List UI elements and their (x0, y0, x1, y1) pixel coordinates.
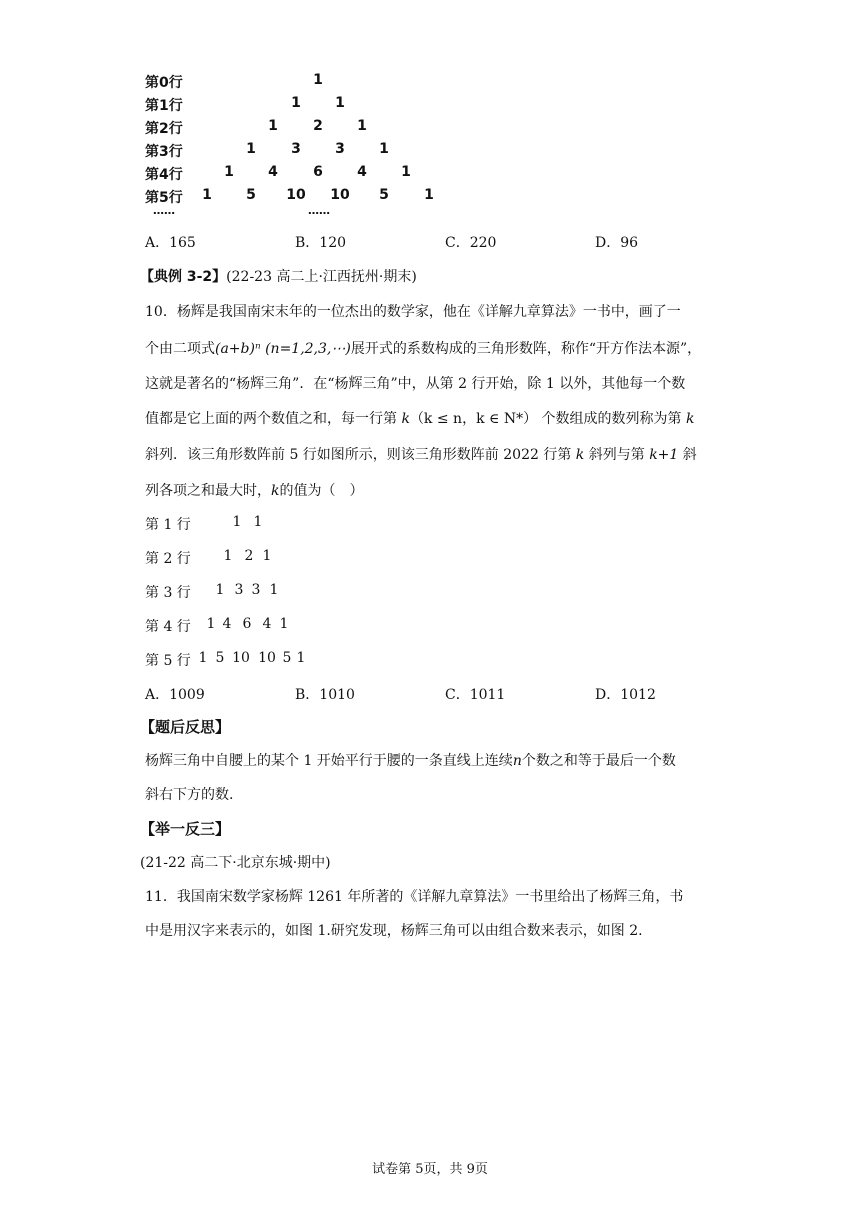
triangle-number: 1 (291, 95, 301, 111)
triangle-number: 1 (424, 187, 434, 203)
ellipsis: …… (153, 204, 175, 217)
triangle-number: 3 (291, 141, 301, 157)
row-label: 第 3 行 (145, 585, 191, 601)
row-label: 第3行 (145, 144, 183, 160)
triangle-number: 5 (379, 187, 389, 203)
row-label: 第 2 行 (145, 551, 191, 567)
triangle-number: 10 (258, 650, 276, 666)
row-label: 第5行 (145, 190, 183, 206)
option-b: B．120 (295, 235, 347, 251)
yanghui-triangle-figure (0, 0, 860, 220)
triangle-number: 1 (202, 187, 212, 203)
option-a: A．165 (145, 235, 196, 251)
practice-source: (21-22 高二下·北京东城·期中) (140, 855, 331, 871)
triangle-number: 6 (242, 616, 252, 632)
q10-text: 列各项之和最大时， (145, 483, 271, 499)
triangle-number: 1 (223, 548, 233, 564)
triangle-number: 5 (282, 650, 292, 666)
reflection-title: 【题后反思】 (140, 718, 231, 736)
triangle-number: 4 (222, 616, 232, 632)
row-label: 第0行 (145, 75, 183, 91)
math-k-plus-1: k+1 (649, 447, 679, 463)
triangle-row (145, 514, 263, 534)
q10-line: 这就是著名的“杨辉三角”．在“杨辉三角”中，从第 2 行开始，除 1 以外，其他每一个数 (145, 376, 686, 392)
triangle-number: 1 (268, 118, 278, 134)
triangle-number: 1 (224, 164, 234, 180)
row-label: 第 4 行 (145, 619, 191, 635)
q10-text: 斜 (682, 447, 697, 463)
reflection-text: 杨辉三角中自腰上的某个 1 开始平行于腰的一条直线上连续 (145, 753, 513, 769)
example-source: (22-23 高二上·江西抚州·期末) (226, 269, 417, 285)
q10-line (145, 444, 697, 464)
ellipsis: …… (308, 204, 330, 217)
q10-text: 的值为（ ） (279, 483, 364, 499)
triangle-number: 1 (215, 582, 225, 598)
triangle-number: 4 (268, 164, 278, 180)
triangle-number: 1 (296, 650, 306, 666)
triangle-number: 1 (246, 141, 256, 157)
triangle-number: 1 (335, 95, 345, 111)
row-label: 第 1 行 (145, 517, 191, 533)
row-label: 第 5 行 (145, 653, 191, 669)
triangle-number: 3 (234, 582, 244, 598)
triangle-number: 1 (269, 582, 279, 598)
triangle-number: 4 (262, 616, 272, 632)
option-a: A．1009 (145, 687, 205, 703)
triangle-number: 2 (244, 548, 254, 564)
option-b: B．1010 (295, 687, 355, 703)
triangle-number: 1 (262, 548, 272, 564)
triangle-row (145, 548, 272, 568)
triangle-number: 2 (313, 118, 323, 134)
triangle-number: 5 (246, 187, 256, 203)
triangle-number: 10 (286, 187, 306, 203)
q10-line (145, 480, 363, 500)
math-n: n (512, 753, 522, 769)
q10-line: 10．杨辉是我国南宋末年的一位杰出的数学家，他在《详解九章算法》一书中，画了一 (145, 304, 681, 320)
q11-line: 11．我国南宋数学家杨辉 1261 年所著的《详解九章算法》一书里给出了杨辉三角，书 (145, 889, 684, 905)
triangle-number: 6 (313, 164, 323, 180)
triangle-number: 1 (198, 650, 208, 666)
reflection-line (145, 750, 676, 770)
triangle-number: 4 (357, 164, 367, 180)
triangle-row (145, 616, 289, 636)
example-header (140, 266, 417, 286)
triangle-number: 1 (357, 118, 367, 134)
triangle-number: 1 (313, 72, 323, 88)
triangle-number: 1 (232, 514, 242, 530)
triangle-row (145, 650, 306, 670)
math-k: k (401, 411, 410, 427)
page-footer: 试卷第 5页，共 9页 (372, 1162, 488, 1177)
triangle-number: 10 (330, 187, 350, 203)
option-c: C．220 (445, 235, 497, 251)
triangle-number: 3 (335, 141, 345, 157)
binomial-formula: (a+b)ⁿ (n=1,2,3,⋯) (215, 341, 351, 357)
triangle-number: 1 (206, 616, 216, 632)
triangle-number: 5 (215, 650, 225, 666)
option-d: D．1012 (595, 687, 656, 703)
q10-line (145, 408, 694, 428)
q10-text: 展开式的系数构成的三角形数阵，称作“开方作法本源”， (350, 341, 702, 357)
triangle-number: 1 (279, 616, 289, 632)
practice-title: 【举一反三】 (140, 820, 231, 838)
triangle-number: 3 (251, 582, 261, 598)
q10-text: 个由二项式 (145, 341, 215, 357)
triangle-number: 1 (401, 164, 411, 180)
q11-line: 中是用汉字来表示的，如图 1.研究发现，杨辉三角可以由组合数来表示，如图 2. (145, 923, 643, 939)
q10-text: 斜列．该三角形数阵前 5 行如图所示，则该三角形数阵前 2022 行第 (145, 447, 572, 463)
q10-text: 斜列与第 (588, 447, 645, 463)
example-tag: 【典例 3-2】 (140, 269, 227, 285)
triangle-number: 1 (253, 514, 263, 530)
math-condition: （k ≤ n，k ∈ N*） (409, 411, 538, 427)
q10-text: 值都是它上面的两个数值之和，每一行第 (145, 411, 397, 427)
reflection-text: 个数之和等于最后一个数 (521, 753, 676, 769)
row-label: 第4行 (145, 167, 183, 183)
q10-line (145, 338, 701, 358)
option-c: C．1011 (445, 687, 506, 703)
math-k: k (271, 483, 280, 499)
math-k: k (575, 447, 585, 463)
math-k: k (685, 411, 695, 427)
triangle-number: 1 (379, 141, 389, 157)
triangle-number: 10 (232, 650, 250, 666)
row-label: 第1行 (145, 98, 183, 114)
reflection-line: 斜右下方的数. (145, 787, 234, 803)
q10-text: 个数组成的数列称为第 (541, 411, 682, 427)
triangle-row (145, 582, 279, 602)
row-label: 第2行 (145, 121, 183, 137)
option-d: D．96 (595, 235, 639, 251)
